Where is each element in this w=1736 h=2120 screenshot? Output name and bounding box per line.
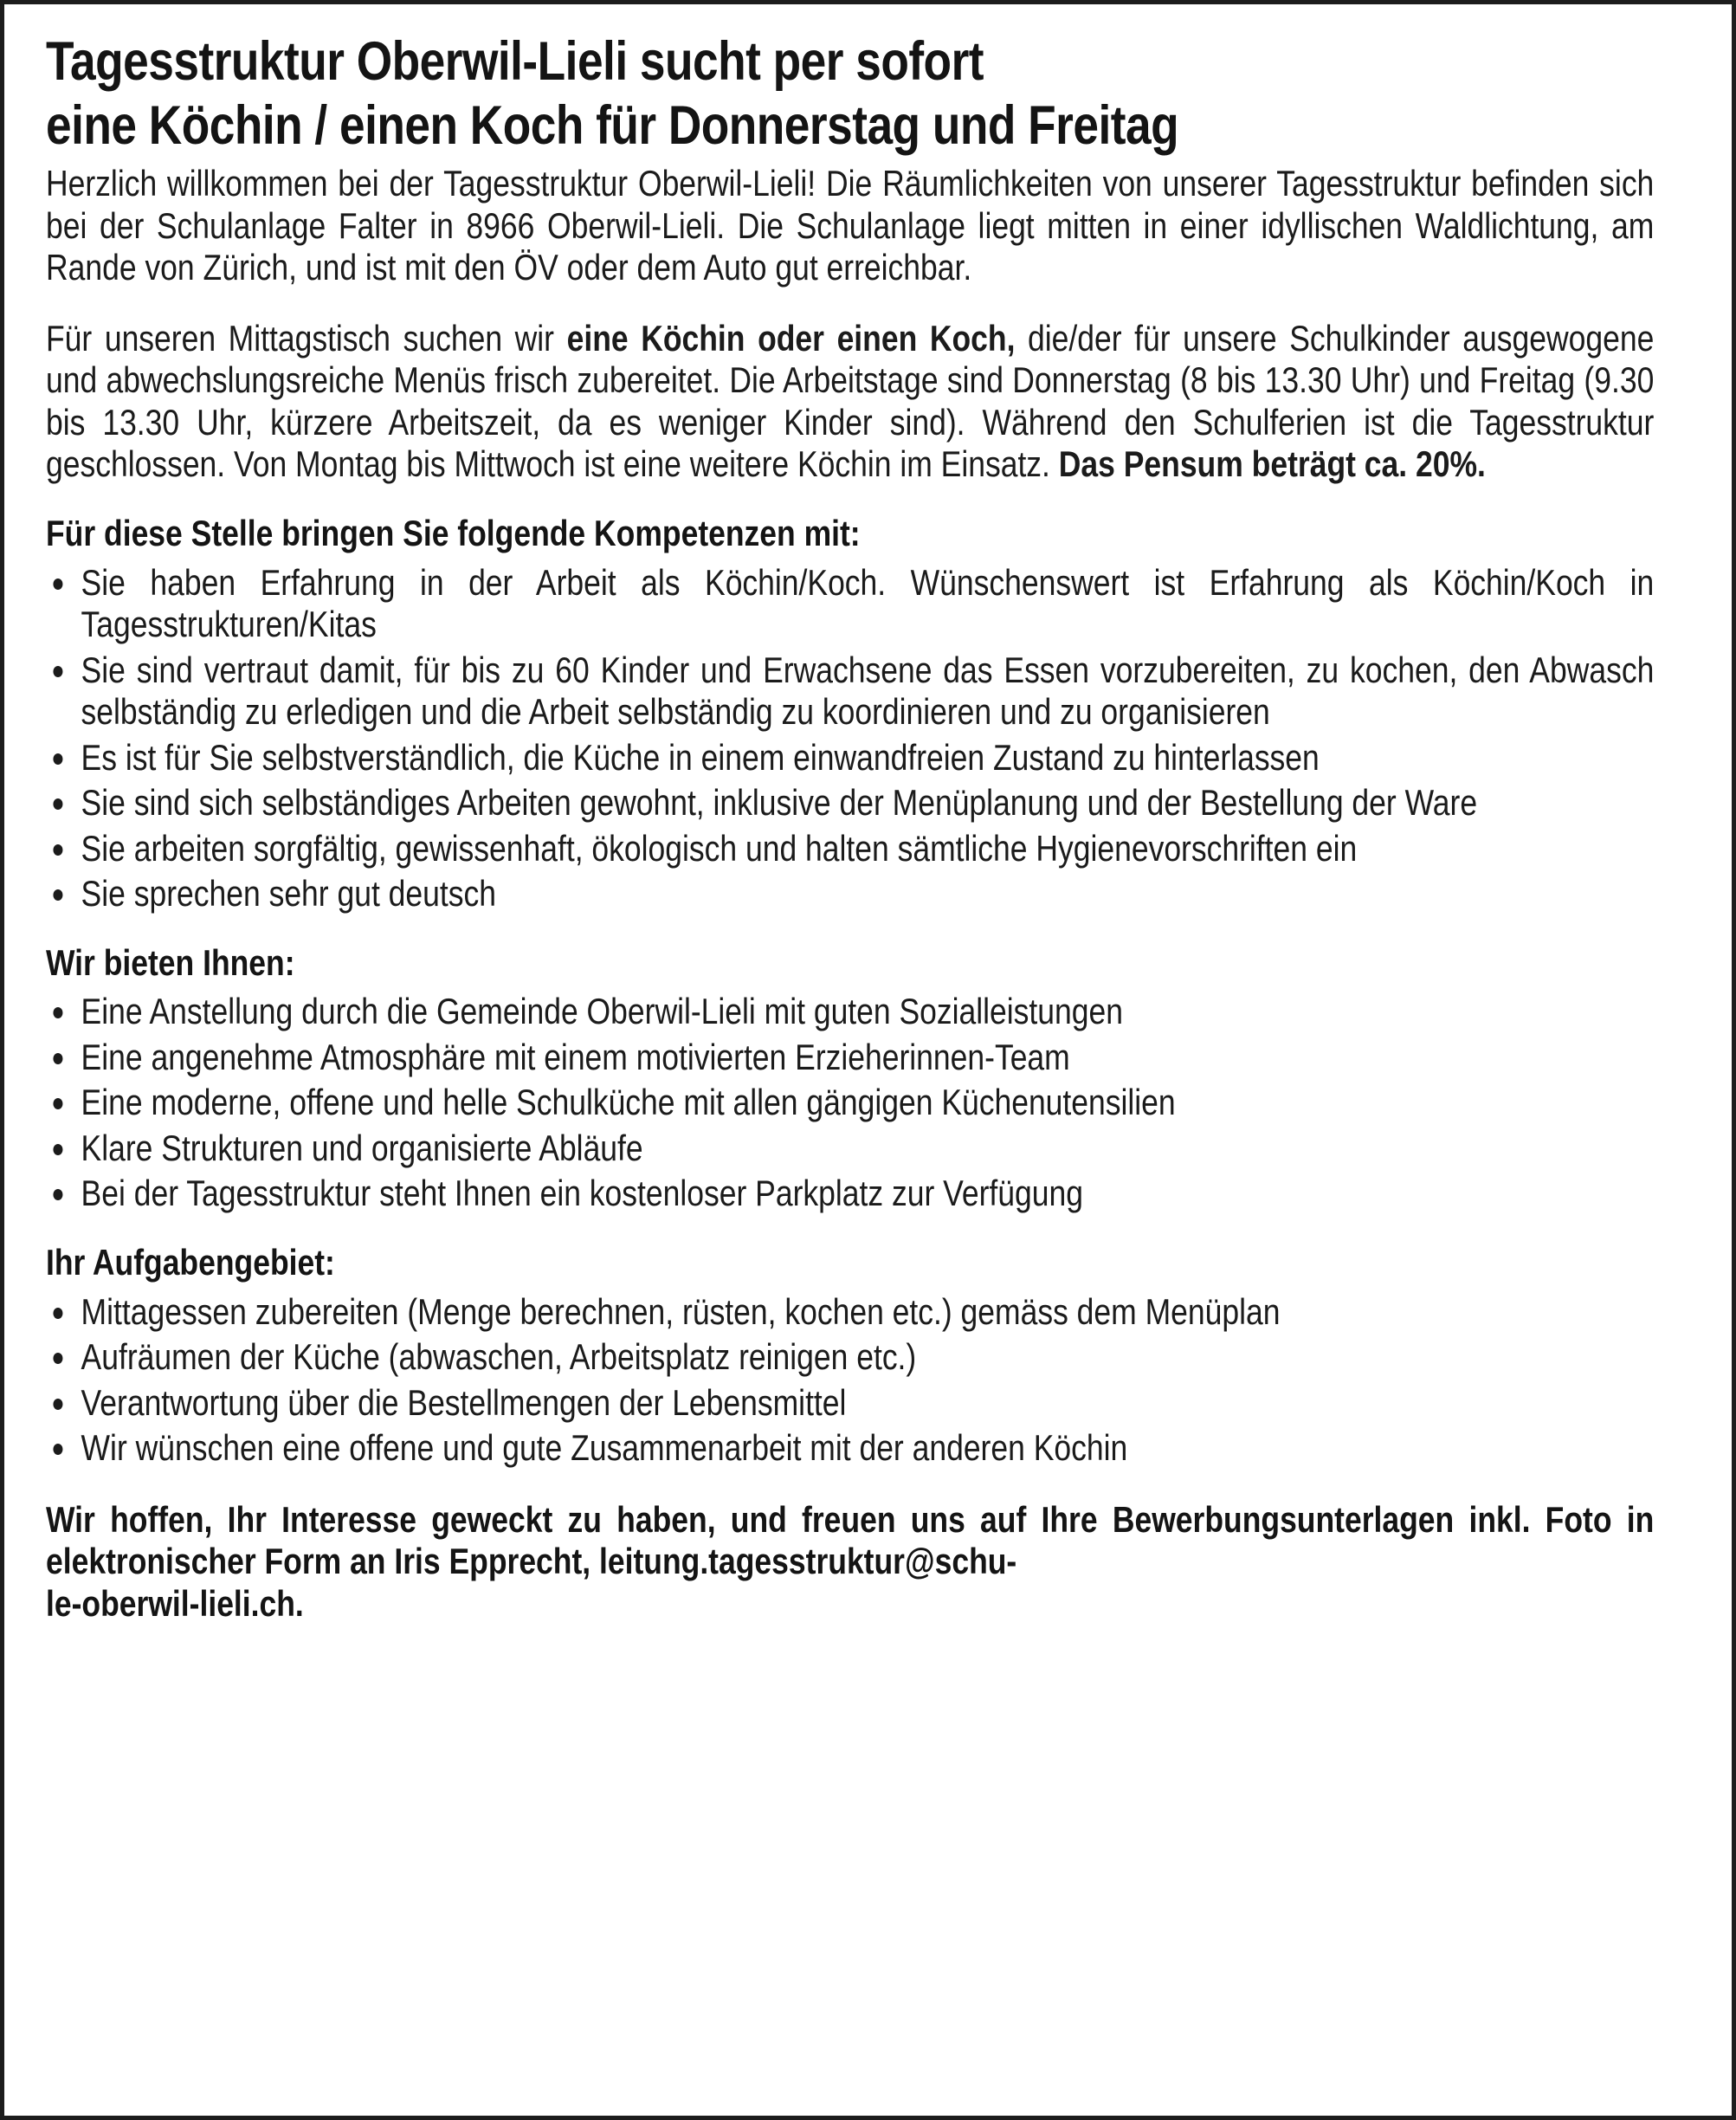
list-item: Sie sind vertraut damit, für bis zu 60 Kinder und Erwachsene das Essen vorzubereiten, zu kochen, den Abwasch selbständig zu erledigen und die Arbeit selbständig zu koordinieren und zu organisieren (46, 650, 1654, 734)
role-bold-workload: Das Pensum beträgt ca. 20%. (1058, 443, 1486, 485)
list-item: Aufräumen der Küche (abwaschen, Arbeitsplatz reinigen etc.) (46, 1336, 1654, 1379)
offer-list (46, 991, 1654, 1215)
tasks-list (46, 1291, 1654, 1470)
role-text-part-1: Für unseren Mittagstisch suchen wir (46, 317, 567, 359)
competencies-heading: Für diese Stelle bringen Sie folgende Kompetenzen mit: (46, 512, 861, 553)
role-paragraph (46, 318, 1654, 486)
closing-text-main: Wir hoffen, Ihr Interesse geweckt zu haben, und freuen uns auf Ihre Bewerbungsunterlagen inkl. Foto in elektronischer Form an Iris Epprecht, leitung.tagesstruktur@schu- (46, 1498, 1655, 1582)
list-item: Eine angenehme Atmosphäre mit einem motivierten Erzieherinnen-Team (46, 1037, 1654, 1079)
closing-email-tail: le-oberwil-lieli.ch. (46, 1582, 304, 1624)
list-item: Bei der Tagesstruktur steht Ihnen ein kostenloser Parkplatz zur Verfügung (46, 1173, 1654, 1215)
page-title-line-2: eine Köchin / einen Koch für Donnerstag und Freitag (46, 94, 1179, 156)
intro-paragraph: Herzlich willkommen bei der Tagesstruktur Oberwil-Lieli! Die Räumlichkeiten von unserer Tagesstruktur befinden sich bei der Schulanlage Falter in 8966 Oberwil-Lieli. Die Schulanlage liegt mitten in einer idyllischen Waldlichtung, am Rande von Zürich, und ist mit den ÖV oder dem Auto gut erreichbar. (46, 163, 1655, 288)
list-item: Mittagessen zubereiten (Menge berechnen, rüsten, kochen etc.) gemäss dem Menüplan (46, 1291, 1654, 1334)
list-item: Klare Strukturen und organisierte Abläufe (46, 1128, 1654, 1170)
closing-paragraph (46, 1499, 1654, 1626)
tasks-heading: Ihr Aufgabengebiet: (46, 1241, 335, 1283)
list-item: Sie sprechen sehr gut deutsch (46, 873, 1654, 915)
offer-heading: Wir bieten Ihnen: (46, 941, 295, 983)
body-column (46, 163, 1654, 1625)
list-item: Sie sind sich selbständiges Arbeiten gewohnt, inklusive der Menüplanung und der Bestellung der Ware (46, 782, 1654, 824)
list-item: Sie haben Erfahrung in der Arbeit als Köchin/Koch. Wünschenswert ist Erfahrung als Köchin/Koch in Tagesstrukturen/Kitas (46, 562, 1654, 646)
list-item: Sie arbeiten sorgfältig, gewissenhaft, ökologisch und halten sämtliche Hygienevorschriften ein (46, 828, 1654, 870)
job-advertisement-content (46, 30, 1655, 1625)
page-title-line-1: Tagesstruktur Oberwil-Lieli sucht per sofort (46, 31, 984, 92)
role-bold-position: eine Köchin oder einen Koch, (566, 317, 1016, 359)
role-text-part-2: die/der für unsere Schulkinder ausgewogene und abwechslungsreiche Menüs frisch zubereitet. Die Arbeitstage sind Donnerstag (8 bis 13.30 Uhr) und Freitag (9.30 bis 13.30 Uhr, kürzere Arbeitszeit, da es weniger Kinder sind). Während den Schulferien ist die Tagesstruktur geschlossen. Von Montag bis Mittwoch ist eine weitere Köchin im Einsatz. (46, 317, 1655, 485)
list-item: Eine Anstellung durch die Gemeinde Oberwil-Lieli mit guten Sozialleistungen (46, 991, 1654, 1033)
list-item: Es ist für Sie selbstverständlich, die Küche in einem einwandfreien Zustand zu hinterlassen (46, 737, 1654, 779)
list-item: Wir wünschen eine offene und gute Zusammenarbeit mit der anderen Köchin (46, 1427, 1654, 1470)
list-item: Eine moderne, offene und helle Schulküche mit allen gängigen Küchenutensilien (46, 1082, 1654, 1124)
list-item: Verantwortung über die Bestellmengen der Lebensmittel (46, 1382, 1654, 1425)
competencies-list (46, 562, 1654, 915)
page-title (46, 30, 1654, 158)
